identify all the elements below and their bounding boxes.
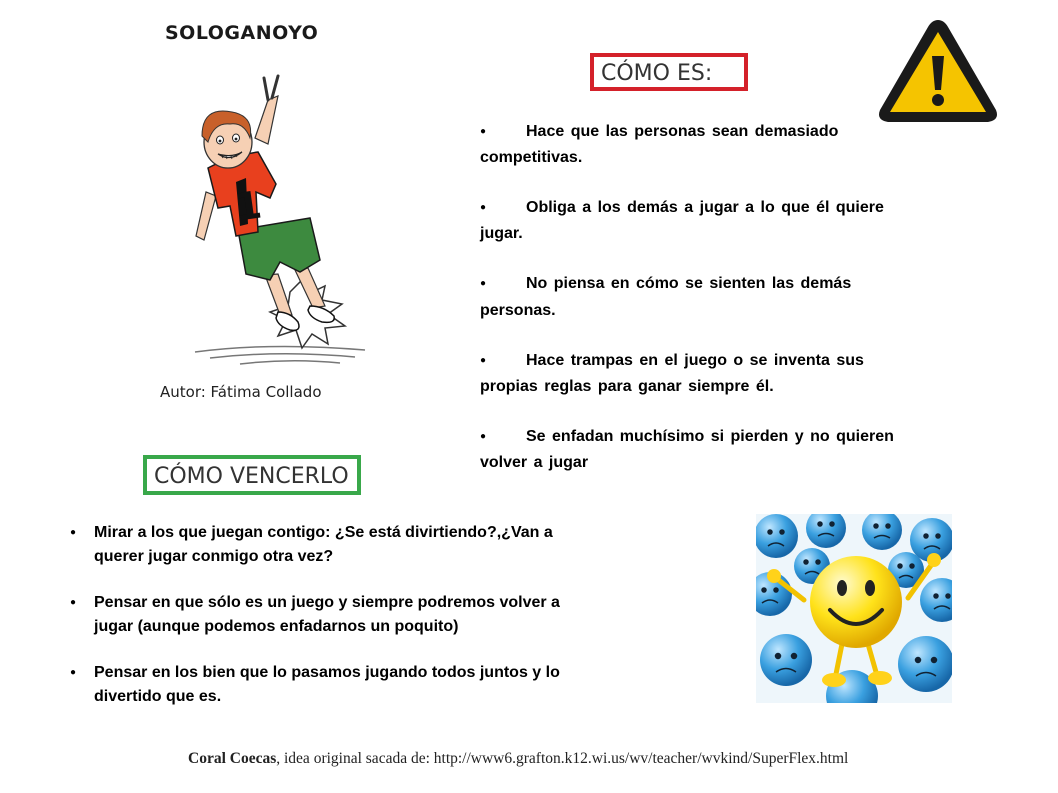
author-credit: Autor: Fátima Collado [160, 383, 322, 401]
list-item: ● Hace trampas en el juego o se inventa sus propias reglas para ganar siempre él. [480, 351, 864, 395]
list-item: ● Obliga a los demás a jugar a lo que él quiere jugar. [480, 199, 884, 243]
list-item: ● No piensa en cómo se sienten las demás personas. [480, 275, 852, 319]
list-item: ● Pensar en que sólo es un juego y siempre podremos volver a jugar (aunque podemos enfadarnos un poquito) [70, 594, 560, 635]
como-vencerlo-label: CÓMO VENCERLO [143, 455, 361, 495]
warning-icon [874, 14, 1002, 128]
credit-name: Coral Coecas [188, 750, 277, 767]
list-item: ● Pensar en los bien que lo pasamos jugando todos juntos y lo divertido que es. [70, 664, 560, 705]
happy-face-icon [756, 514, 952, 703]
list-item: ● Hace que las personas sean demasiado competitivas. [480, 123, 839, 167]
list-item: ● Se enfadan muchísimo si pierden y no quieren volver a jugar [480, 428, 894, 472]
como-es-list [480, 119, 900, 500]
como-vencerlo-list [70, 521, 560, 731]
como-es-label: CÓMO ES: [590, 53, 748, 91]
list-item: ● Mirar a los que juegan contigo: ¿Se está divirtiendo?,¿Van a querer jugar conmigo otra vez? [70, 524, 553, 565]
character-name: SOLOGANOYO [165, 22, 319, 44]
credit-text: , idea original sacada de: http://www6.grafton.k12.wi.us/wv/teacher/wvkind/SuperFlex.html [276, 750, 849, 767]
source-credit [188, 750, 848, 768]
boy-illustration [150, 60, 390, 370]
shirt-number: 1 [231, 182, 265, 230]
